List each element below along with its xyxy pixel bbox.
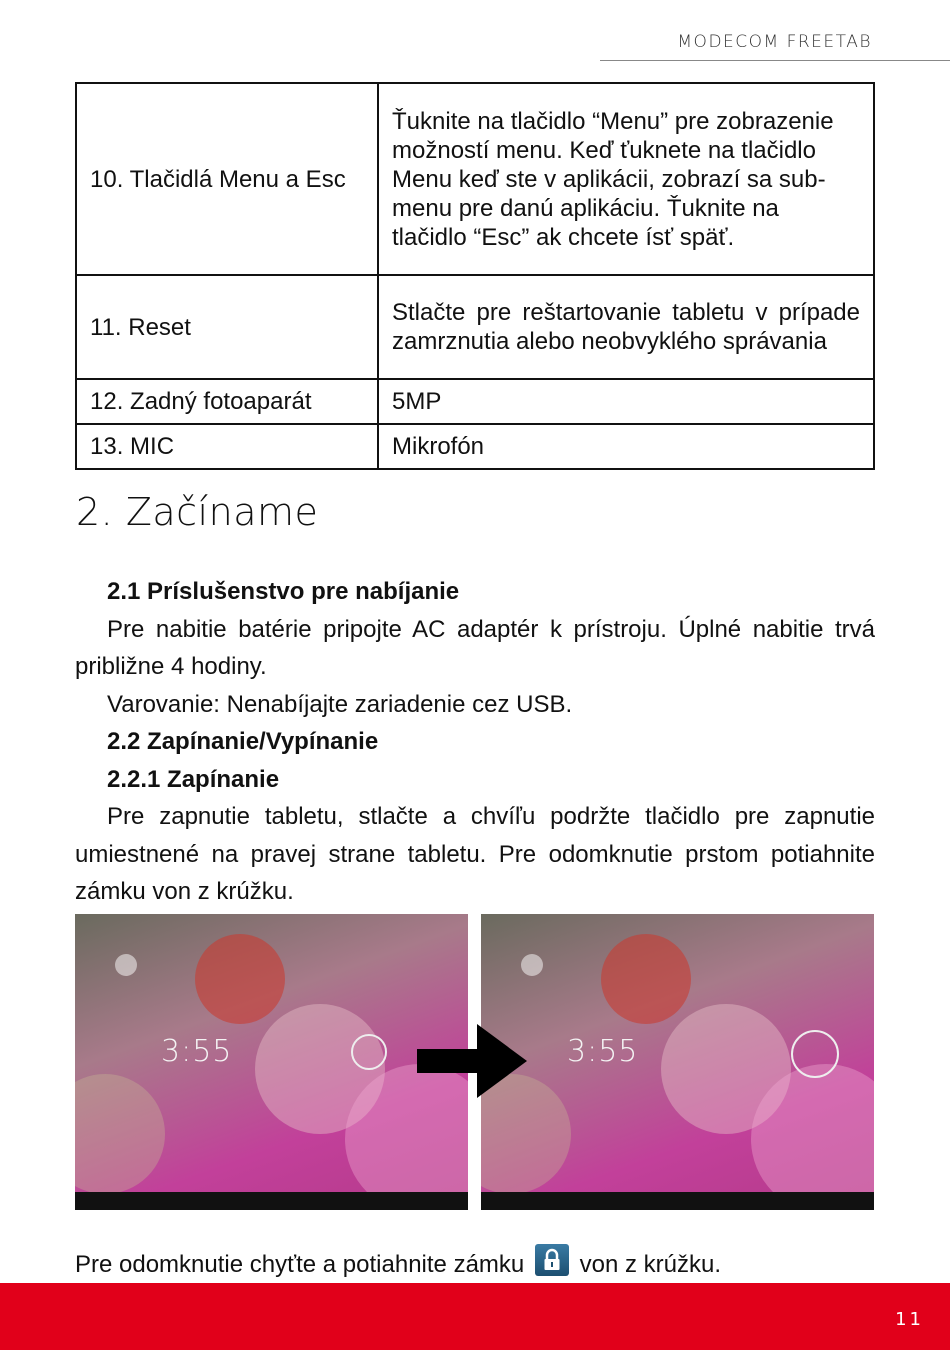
page-number: 11 [895, 1309, 924, 1330]
clock-text: 3:55 [567, 1034, 639, 1069]
arrow-head-icon [477, 1024, 527, 1098]
lock-icon [535, 1244, 569, 1276]
page-header: MODECOM FREETAB [677, 32, 872, 52]
table-cell-desc: Stlačte pre reštartovanie tabletu v prípade zamrznutia alebo neobvyklého správania [378, 275, 874, 379]
subsection-title: 2.2 Zapínanie/Vypínanie [107, 728, 379, 755]
unlock-instruction [75, 1244, 721, 1283]
lock-ring [791, 1030, 839, 1078]
status-bar [481, 1192, 874, 1210]
footer-bar [0, 1283, 950, 1350]
spec-table [75, 82, 875, 470]
instruction-before: Pre odomknutie chyťte a potiahnite zámku [75, 1251, 525, 1278]
clock-text: 3:55 [161, 1034, 233, 1069]
instruction-after: von z krúžku. [579, 1251, 721, 1278]
lockscreen-image-locked [75, 914, 468, 1210]
table-cell-name: 12. Zadný fotoaparát [76, 379, 378, 424]
status-bar [75, 1192, 468, 1210]
table-cell-name: 10. Tlačidlá Menu a Esc [76, 83, 378, 275]
table-row [76, 379, 874, 424]
table-row [76, 275, 874, 379]
paragraph: Pre nabitie batérie pripojte AC adaptér k prístroju. Úplné nabitie trvá približne 4 hodiny. [75, 615, 875, 680]
table-cell-name: 13. MIC [76, 424, 378, 469]
table-row [76, 424, 874, 469]
table-row [76, 83, 874, 275]
section-content [75, 573, 875, 911]
subsection-title: 2.1 Príslušenstvo pre nabíjanie [107, 578, 460, 605]
table-cell-desc: 5MP [378, 379, 874, 424]
paragraph: Pre zapnutie tabletu, stlačte a chvíľu podržte tlačidlo pre zapnutie umiestnené na pravej strane tabletu. Pre odomknutie prstom potiahnite zámku von z krúžku. [75, 803, 875, 905]
subsection-title: 2.2.1 Zapínanie [107, 765, 280, 793]
header-divider [600, 60, 950, 61]
table-cell-desc: Mikrofón [378, 424, 874, 469]
section-title: 2. Začíname [76, 490, 319, 534]
table-cell-name: 11. Reset [76, 275, 378, 379]
warning-text: Varovanie: Nenabíjajte zariadenie cez USB. [107, 690, 573, 718]
lockscreen-image-unlocking [481, 914, 874, 1210]
table-cell-desc: Ťuknite na tlačidlo “Menu” pre zobrazenie možností menu. Keď ťuknete na tlačidlo Menu keď ste v aplikácii, zobrazí sa sub-menu pre danú aplikáciu. Ťuknite na tlačidlo “Esc” ak chcete ísť späť. [378, 83, 874, 275]
lock-ring [351, 1034, 387, 1070]
